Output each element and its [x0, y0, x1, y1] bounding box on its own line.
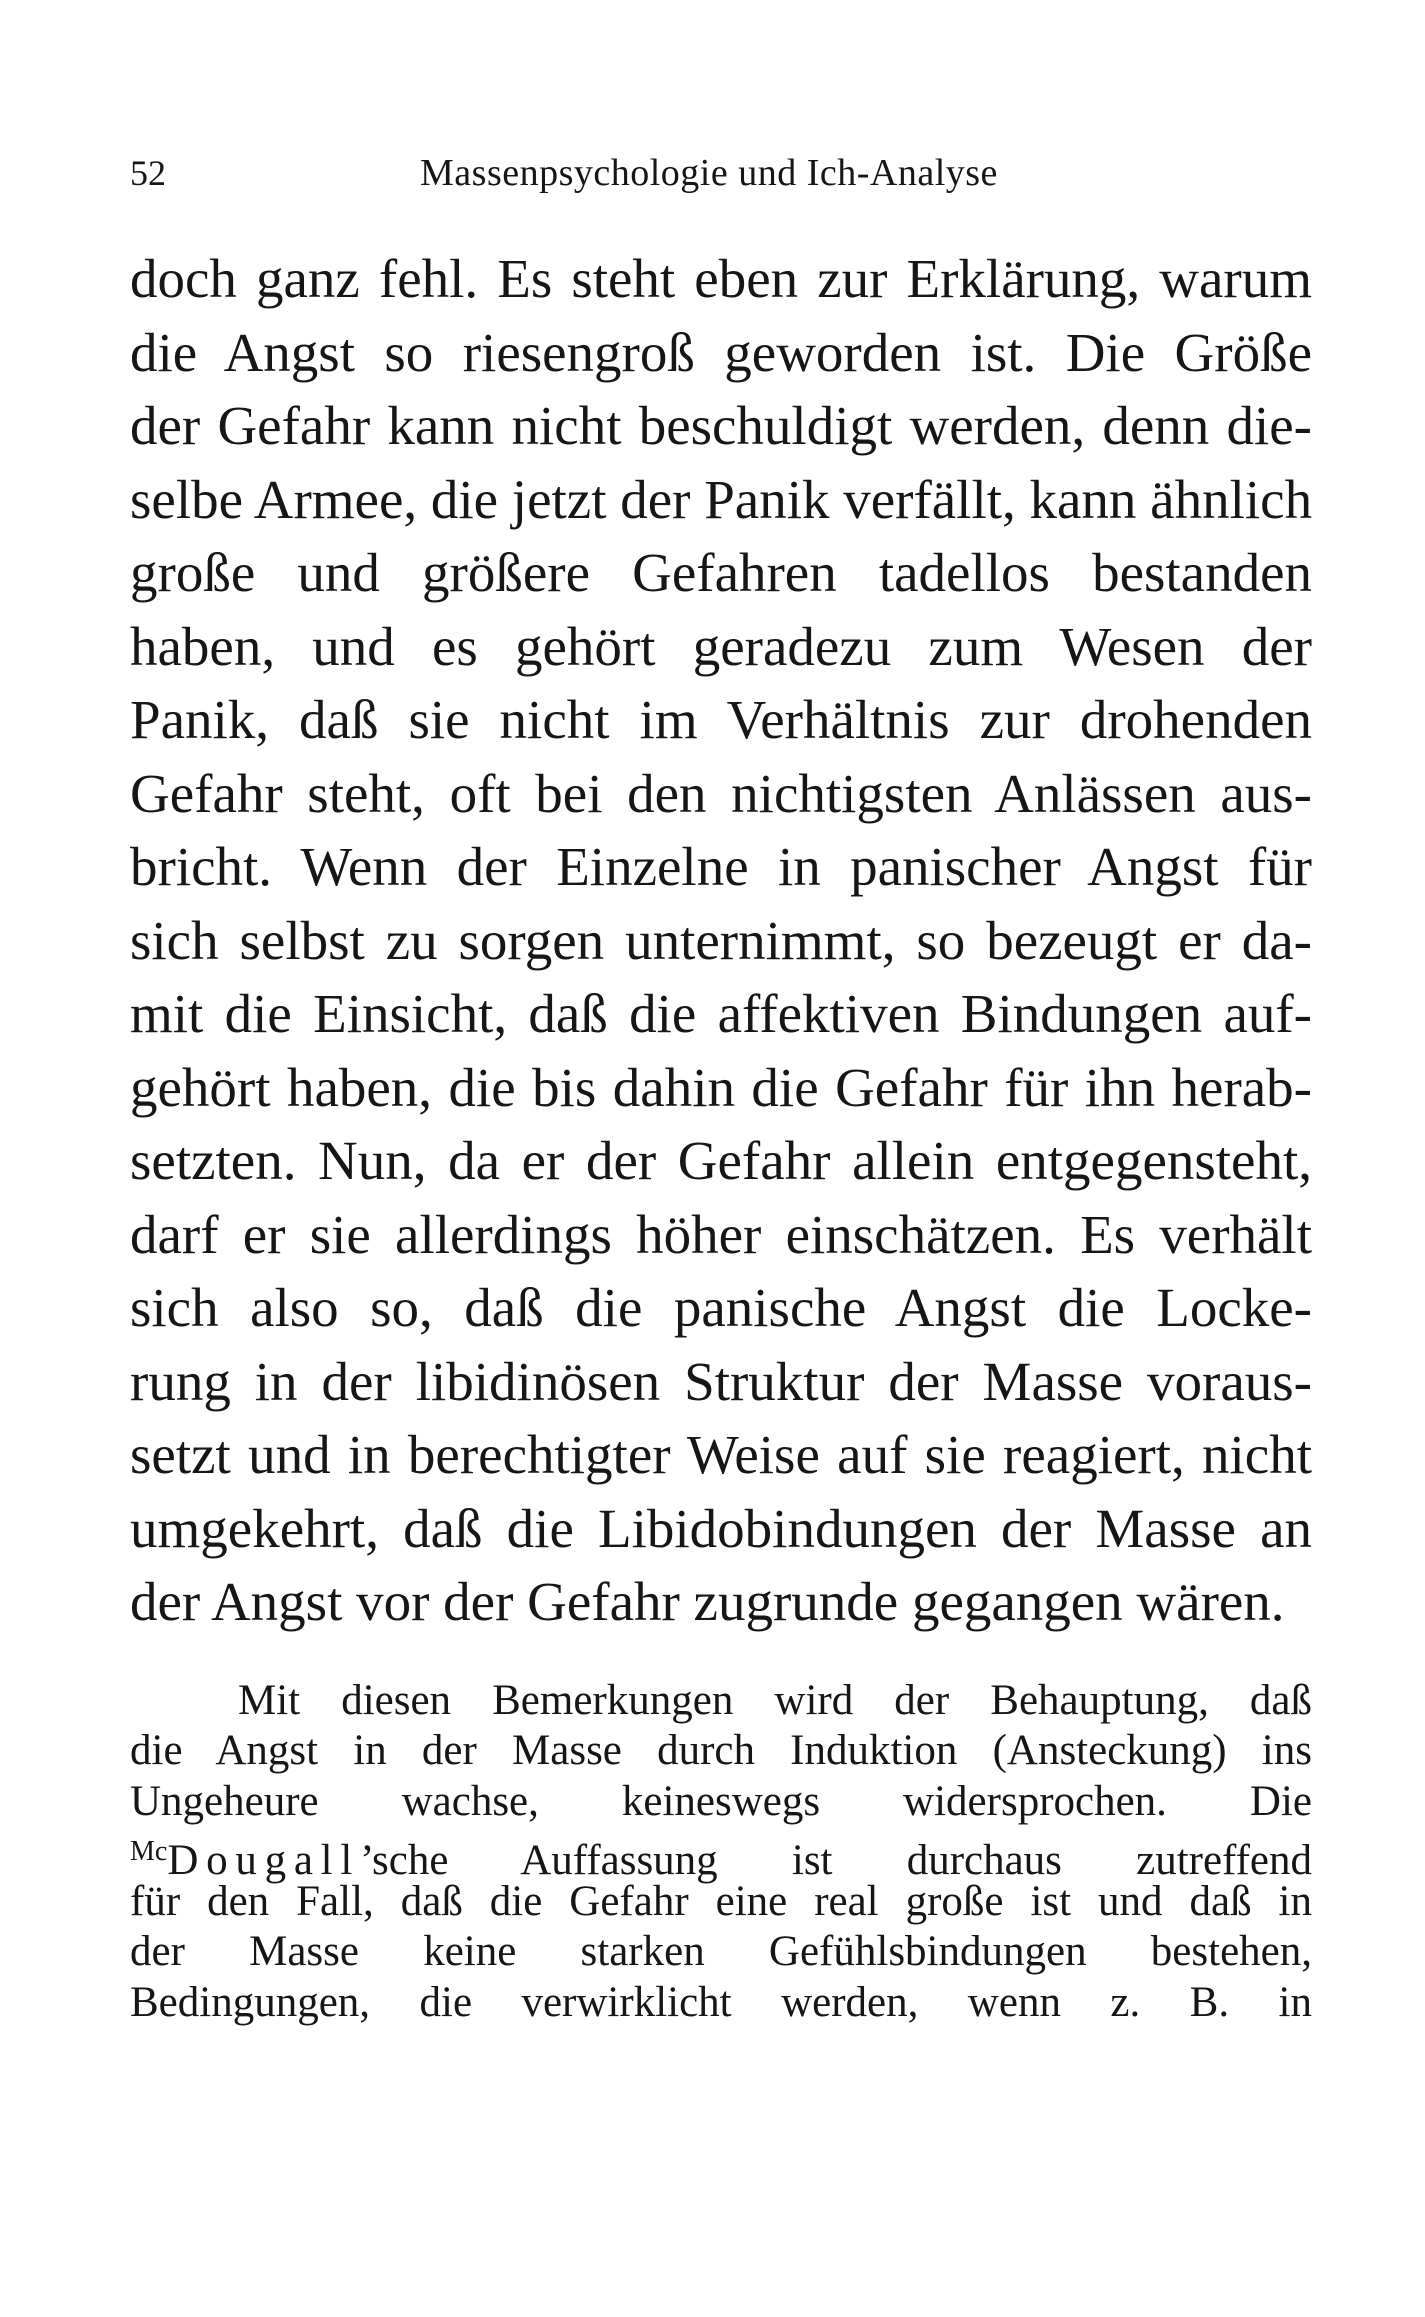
small-text-line: Bedingungen, die verwirklicht werden, wenn z. B. in — [130, 1978, 1312, 2026]
name-prefix: Mc — [130, 1835, 168, 1867]
small-text-line: die Angst in der Masse durch Induktion (Ansteckung) ins — [130, 1727, 1312, 1775]
running-head — [130, 148, 1312, 198]
running-title: Massenpsychologie und Ich-Analyse — [420, 152, 998, 194]
small-text-line: der Masse keine starken Gefühlsbindungen bestehen, — [130, 1928, 1312, 1976]
main-paragraph — [130, 242, 1312, 1639]
text-line: der Gefahr kann nicht beschuldigt werden, denn die- — [130, 395, 1312, 456]
text-line: sich also so, daß die panische Angst die Locke- — [130, 1277, 1312, 1338]
text-line: der Angst vor der Gefahr zugrunde gegangen wären. — [130, 1571, 1285, 1632]
text-line: Gefahr steht, oft bei den nichtigsten Anlässen aus- — [130, 762, 1312, 824]
text-line: selbe Armee, die jetzt der Panik verfällt, kann ähnlich — [130, 468, 1313, 530]
small-print-paragraph — [130, 1676, 1312, 2028]
name-suffix-text: ’sche Auffassung ist durchaus zutreffend — [360, 1836, 1312, 1884]
text-line: bricht. Wenn der Einzelne in panischer Angst für — [130, 836, 1312, 897]
text-line: umgekehrt, daß die Libidobindungen der Masse an — [130, 1497, 1312, 1559]
text-line: setzt und in berechtigter Weise auf sie reagiert, nicht — [130, 1424, 1312, 1485]
small-text-line: für den Fall, daß die Gefahr eine real große ist und daß in — [130, 1878, 1312, 1926]
text-line: große und größere Gefahren tadellos bestanden — [130, 542, 1312, 603]
text-line: setzten. Nun, da er der Gefahr allein entgegensteht, — [130, 1130, 1312, 1191]
text-line: rung in der libidinösen Struktur der Masse voraus- — [130, 1350, 1312, 1412]
text-line: darf er sie allerdings höher einschätzen. Es verhält — [130, 1203, 1312, 1265]
small-text-line: Mit diesen Bemerkungen wird der Behauptung, daß — [238, 1677, 1312, 1724]
small-text-line: Ungeheure wachse, keineswegs widersprochen. Die — [130, 1777, 1312, 1825]
text-line: haben, und es gehört geradezu zum Wesen der — [130, 615, 1312, 677]
text-line: doch ganz fehl. Es steht eben zur Erklärung, warum — [130, 248, 1312, 309]
text-line: Panik, daß sie nicht im Verhältnis zur drohenden — [130, 689, 1312, 750]
text-line: gehört haben, die bis dahin die Gefahr für ihn herab- — [130, 1056, 1312, 1118]
spaced-name: Dougall — [167, 1836, 361, 1884]
page-number: 52 — [130, 153, 166, 193]
text-line: sich selbst zu sorgen unternimmt, so bezeugt er da- — [130, 909, 1312, 971]
text-line: die Angst so riesengroß geworden ist. Die Größe — [130, 321, 1312, 383]
small-text-line — [130, 1827, 1312, 1884]
text-line: mit die Einsicht, daß die affektiven Bindungen auf- — [130, 983, 1312, 1044]
